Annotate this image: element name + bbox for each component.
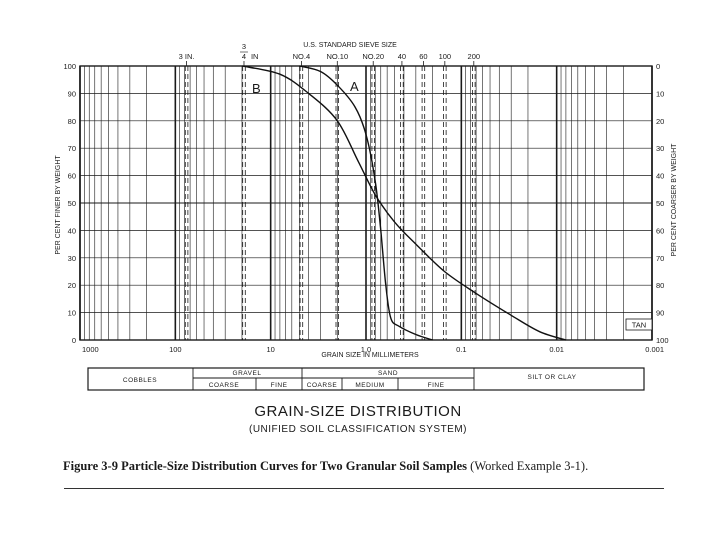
caption-normal: (Worked Example 3-1). bbox=[467, 459, 589, 473]
left-axis-title: PER CENT FINER BY WEIGHT bbox=[55, 155, 62, 255]
y-tick-label-left: 70 bbox=[67, 144, 76, 154]
sand-label: SAND bbox=[377, 370, 399, 377]
sand-medium-label: MEDIUM bbox=[355, 382, 385, 389]
sieve-lines bbox=[185, 61, 475, 340]
y-tick-label-left: 60 bbox=[67, 171, 76, 181]
x-tick-label: 0.001 bbox=[645, 345, 664, 354]
y-tick-label-right: 60 bbox=[656, 226, 665, 236]
x-tick-label: 0.1 bbox=[456, 345, 467, 354]
caption-bold: Figure 3-9 Particle-Size Distribution Curves for Two Granular Soil Samples bbox=[63, 459, 468, 473]
chart-grid bbox=[80, 66, 652, 340]
y-tick-label-right: 0 bbox=[656, 62, 661, 71]
sieve-label-denominator: 4 bbox=[241, 52, 247, 61]
sieve-label-unit: IN bbox=[250, 52, 259, 61]
right-axis-title: PER CENT COARSER BY WEIGHT bbox=[671, 143, 678, 257]
y-tick-label-right: 70 bbox=[656, 253, 665, 263]
tan-label: TAN bbox=[631, 320, 647, 330]
y-tick-label-right: 20 bbox=[656, 116, 665, 126]
y-tick-label-right: 10 bbox=[656, 89, 665, 99]
gravel-label: GRAVEL bbox=[232, 370, 262, 377]
y-tick-label-left: 80 bbox=[67, 116, 76, 126]
x-tick-label: 1000 bbox=[82, 345, 99, 354]
y-tick-label-left: 40 bbox=[67, 226, 76, 236]
x-axis-title: GRAIN SIZE IN MILLIMETERS bbox=[321, 352, 419, 359]
sieve-label: NO.4 bbox=[292, 52, 311, 61]
x-tick-label: 100 bbox=[169, 345, 182, 354]
sieve-label: 3 IN. bbox=[178, 52, 195, 61]
x-tick-label: 1.0 bbox=[360, 345, 372, 354]
x-tick-label: 0.01 bbox=[549, 345, 564, 354]
figure-caption bbox=[63, 459, 703, 474]
silt-clay-label: SILT OR CLAY bbox=[527, 374, 577, 381]
y-tick-label-left: 100 bbox=[63, 62, 76, 71]
y-tick-label-right: 90 bbox=[656, 308, 665, 318]
gravel-coarse-label: COARSE bbox=[208, 382, 240, 389]
sieve-label: NO.20 bbox=[362, 52, 385, 61]
y-tick-label-left: 30 bbox=[67, 253, 76, 263]
y-tick-label-left: 0 bbox=[71, 336, 76, 345]
sieve-label: 60 bbox=[419, 52, 428, 61]
chart-subtitle: (UNIFIED SOIL CLASSIFICATION SYSTEM) bbox=[248, 424, 468, 435]
y-tick-label-right: 50 bbox=[656, 199, 665, 208]
sieve-label: NO.10 bbox=[326, 52, 349, 61]
cobbles-label: COBBLES bbox=[122, 377, 158, 384]
caption-rule bbox=[64, 488, 664, 489]
x-tick-label: 10 bbox=[266, 345, 275, 354]
y-tick-label-right: 80 bbox=[656, 281, 665, 291]
y-tick-label-right: 30 bbox=[656, 144, 665, 154]
y-tick-label-right: 100 bbox=[656, 336, 669, 345]
sieve-label-numerator: 3 bbox=[241, 42, 247, 51]
top-axis-title: U.S. STANDARD SIEVE SIZE bbox=[303, 42, 397, 49]
gravel-fine-label: FINE bbox=[270, 382, 288, 389]
sieve-label: 40 bbox=[397, 52, 407, 61]
y-tick-label-left: 90 bbox=[67, 89, 76, 99]
y-tick-label-left: 50 bbox=[67, 199, 76, 208]
sieve-label: 100 bbox=[438, 52, 452, 61]
chart-title: GRAIN-SIZE DISTRIBUTION bbox=[254, 403, 462, 420]
tan-annotation bbox=[626, 319, 652, 330]
sand-coarse-label: COARSE bbox=[306, 382, 338, 389]
sieve-label: 200 bbox=[467, 52, 481, 61]
y-tick-label-right: 40 bbox=[656, 171, 665, 181]
curve-b-label: B bbox=[252, 81, 261, 96]
curve-a-label: A bbox=[350, 79, 359, 94]
sand-fine-label: FINE bbox=[427, 382, 445, 389]
y-tick-label-left: 10 bbox=[67, 308, 76, 318]
y-tick-label-left: 20 bbox=[67, 281, 76, 291]
